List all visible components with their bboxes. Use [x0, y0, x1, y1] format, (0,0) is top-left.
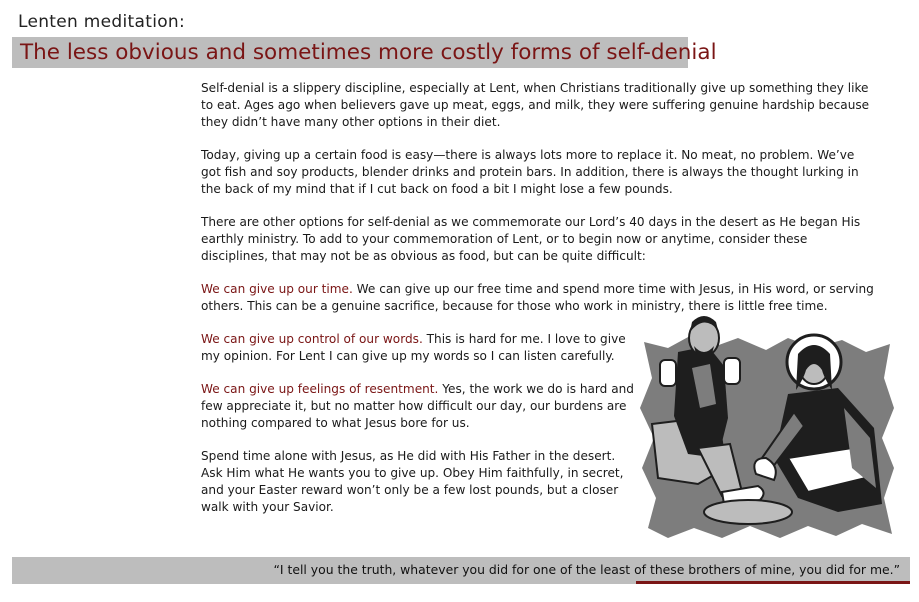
discipline-heading: We can give up feelings of resentment. — [201, 382, 439, 396]
discipline-words — [201, 331, 637, 365]
today-paragraph: Today, giving up a certain food is easy—there is always lots more to replace it. No meat, no problem. We’ve got fish and soy products, blender drinks and protein bars. In addition, there is always the thought lurking in the back of my mind that if I cut back on food a bit I might lose a few pounds. — [201, 148, 859, 196]
kicker-label: Lenten meditation: — [18, 12, 186, 32]
foot-washing-illustration — [638, 308, 898, 544]
disciple-hand-left — [660, 360, 676, 386]
options-paragraph: There are other options for self-denial as we commemorate our Lord’s 40 days in the desert as He began His earthly ministry. To add to your commemoration of Lent, or to begin now or anytime, consider these disciplines, that may not be as obvious as food, but can be quite difficult: — [201, 215, 861, 263]
closing-paragraph: Spend time alone with Jesus, as He did with His Father in the desert. Ask Him what He wants you to give up. Obey Him faithfully, in secret, and your Easter reward won’t only be a few lost pounds, but a closer walk with your Savior. — [201, 449, 624, 514]
discipline-heading: We can give up our time. — [201, 282, 353, 296]
discipline-text: Yes, the work we do is hard and few appreciate it, but no matter how difficult our day, our burdens are nothing compared to what Jesus bore for us. — [201, 382, 634, 430]
page-title: The less obvious and sometimes more costly forms of self-denial — [20, 40, 717, 65]
footer-bar — [12, 557, 910, 584]
intro-paragraph: Self-denial is a slippery discipline, especially at Lent, when Christians traditionally give up something they like to eat. Ages ago when believers gave up meat, eggs, and milk, they were suffering genuine hardship because they didn’t have many other options in their diet. — [201, 81, 870, 129]
quote-underline — [636, 581, 910, 584]
scripture-quote: “I tell you the truth, whatever you did for one of the least of these brothers of mine, you did for me.” — [273, 562, 900, 577]
water-basin — [704, 500, 792, 524]
discipline-text: We can give up our free time and spend more time with Jesus, in His word, or serving others. This can be a genuine sacrifice, because for those who work in ministry, there is little free time. — [201, 282, 874, 313]
title-bar — [12, 37, 717, 68]
disciple-hand-right — [724, 358, 740, 384]
discipline-resentment — [201, 381, 637, 432]
discipline-text: This is hard for me. I love to give my opinion. For Lent I can give up my words so I can listen carefully. — [201, 332, 626, 363]
discipline-heading: We can give up control of our words. — [201, 332, 423, 346]
